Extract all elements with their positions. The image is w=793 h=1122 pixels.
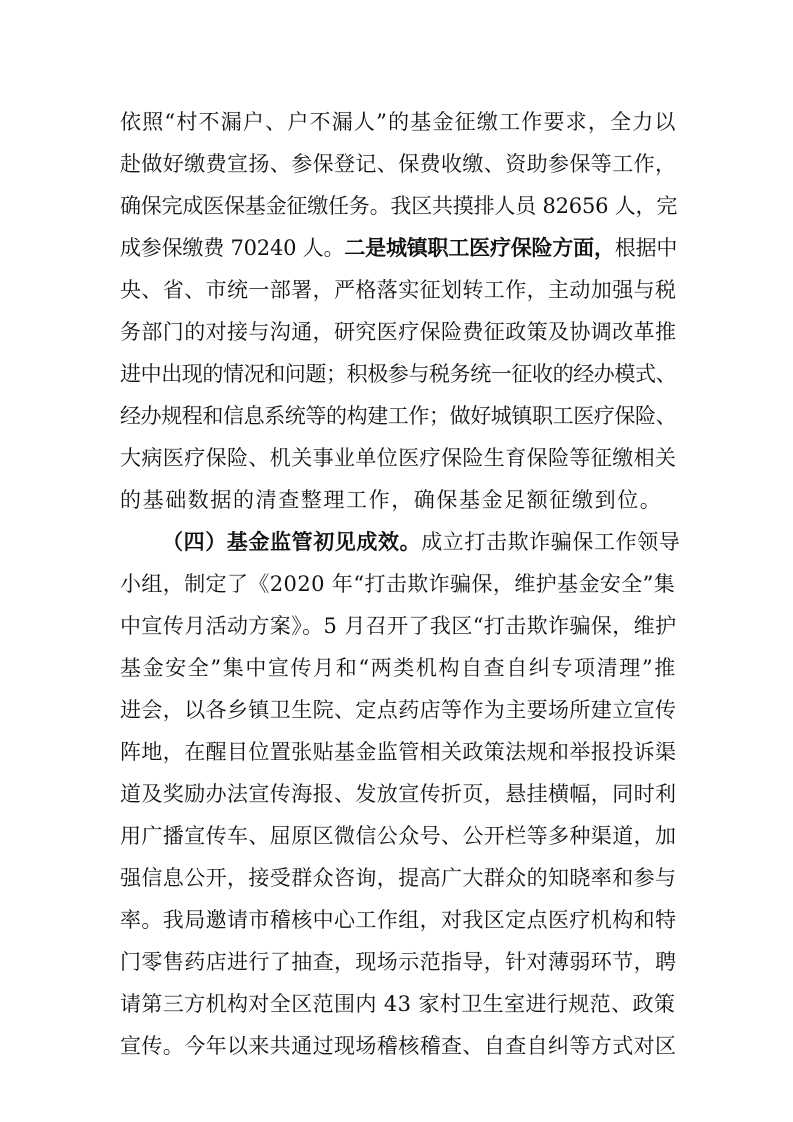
text-span: 宣传。今年以来共通过现场稽核稽查、自查自纠等方式对区 xyxy=(120,1034,677,1058)
text-line xyxy=(120,144,680,184)
text-line xyxy=(120,606,680,646)
text-span: 大病医疗保险、机关事业单位医疗保险生育保险等征缴相关 xyxy=(120,446,677,470)
text-span: 进中出现的情况和问题；积极参与税务统一征收的经办模式、 xyxy=(120,362,677,386)
text-line xyxy=(120,732,680,772)
text-span: 赴做好缴费宣扬、参保登记、保费收缴、资助参保等工作， xyxy=(120,152,677,176)
text-span: 根据中 xyxy=(614,236,678,260)
text-line xyxy=(120,690,680,730)
text-line xyxy=(120,564,680,604)
text-span: 门零售药店进行了抽查，现场示范指导，针对薄弱环节，聘 xyxy=(120,950,677,974)
text-line xyxy=(120,984,680,1024)
text-line xyxy=(120,480,680,520)
text-line xyxy=(120,816,680,856)
text-span: 道及奖励办法宣传海报、发放宣传折页，悬挂横幅，同时利 xyxy=(120,782,677,806)
text-span: 确保完成医保基金征缴任务。我区共摸排人员 82656 人，完 xyxy=(120,194,678,218)
text-line xyxy=(120,396,680,436)
text-span: 小组，制定了《2020 年“打击欺诈骗保，维护基金安全”集 xyxy=(120,572,676,596)
text-line xyxy=(120,858,680,898)
text-line xyxy=(120,228,680,268)
text-span: 成参保缴费 70240 人。 xyxy=(120,236,345,260)
text-line xyxy=(120,186,680,226)
text-line xyxy=(120,648,680,688)
text-line xyxy=(120,1026,680,1066)
text-span: 强信息公开，接受群众咨询，提高广大群众的知晓率和参与 xyxy=(120,866,677,890)
text-line xyxy=(120,942,680,982)
text-line xyxy=(120,354,680,394)
text-span: 率。我局邀请市稽核中心工作组，对我区定点医疗机构和特 xyxy=(120,908,677,932)
text-line xyxy=(162,522,680,562)
text-span: 进会，以各乡镇卫生院、定点药店等作为主要场所建立宣传 xyxy=(120,698,677,722)
text-span: 央、省、市统一部署，严格落实征划转工作，主动加强与税 xyxy=(120,278,677,302)
text-line xyxy=(120,312,680,352)
text-span: 的基础数据的清查整理工作，确保基金足额征缴到位。 xyxy=(120,488,663,512)
text-span: 用广播宣传车、屈原区微信公众号、公开栏等多种渠道，加 xyxy=(120,824,677,848)
text-line xyxy=(120,900,680,940)
bold-heading: 二是城镇职工医疗保险方面， xyxy=(344,236,615,260)
text-span: 中宣传月活动方案》。5 月召开了我区“打击欺诈骗保，维护 xyxy=(120,614,677,638)
section-heading: （四）基金监管初见成效。 xyxy=(162,530,422,554)
text-span: 基金安全”集中宣传月和“两类机构自查自纠专项清理”推 xyxy=(120,656,677,680)
text-span: 请第三方机构对全区范围内 43 家村卫生室进行规范、政策 xyxy=(120,992,676,1016)
text-span: 务部门的对接与沟通，研究医疗保险费征政策及协调改革推 xyxy=(120,320,677,344)
text-line xyxy=(120,102,680,142)
text-line xyxy=(120,774,680,814)
text-line xyxy=(120,270,680,310)
text-line xyxy=(120,438,680,478)
text-span: 阵地，在醒目位置张贴基金监管相关政策法规和举报投诉渠 xyxy=(120,740,677,764)
text-span: 依照“村不漏户、户不漏人”的基金征缴工作要求，全力以 xyxy=(120,110,677,134)
text-span: 经办规程和信息系统等的构建工作；做好城镇职工医疗保险、 xyxy=(120,404,677,428)
text-span: 成立打击欺诈骗保工作领导 xyxy=(421,530,681,554)
